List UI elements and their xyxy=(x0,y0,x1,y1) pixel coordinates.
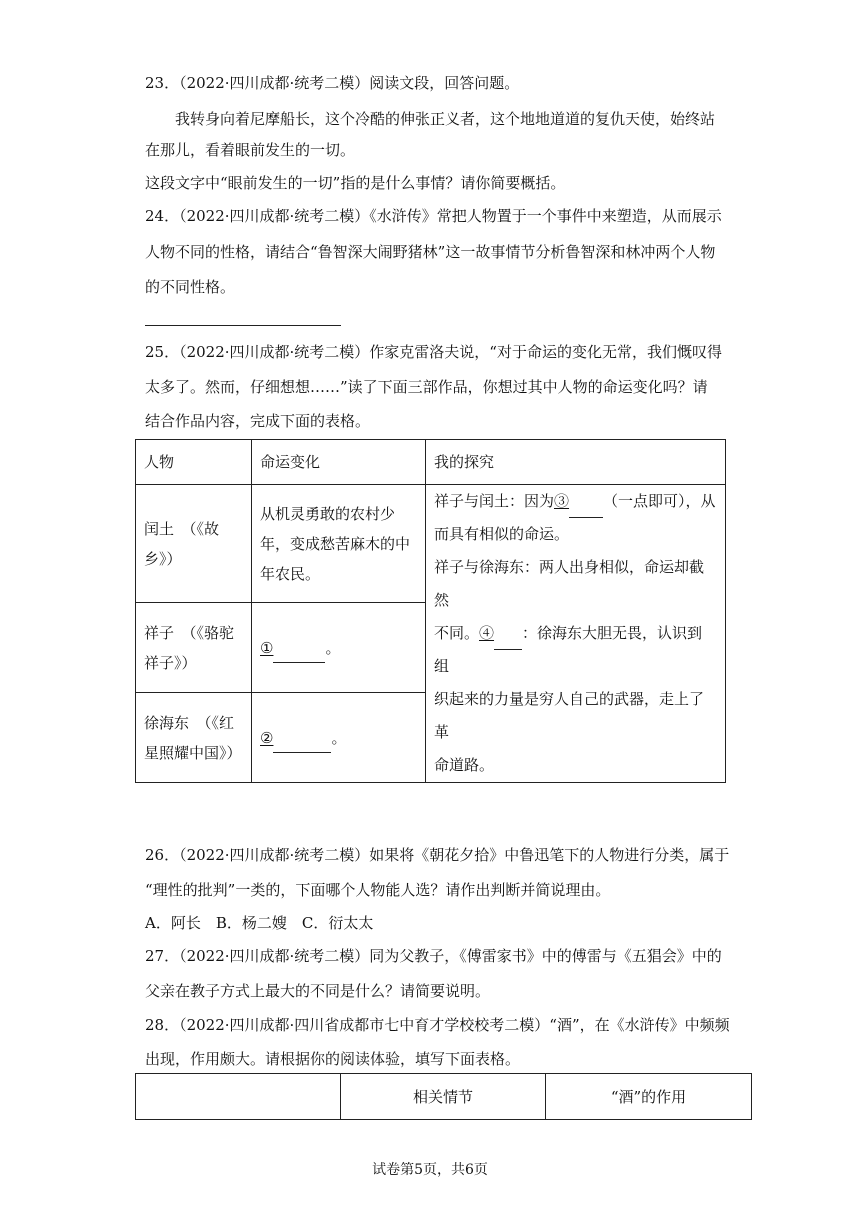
cell-explore: 祥子与闰土：因为③ （一点即可），从 而具有相似的命运。 祥子与徐海东：两人出身相似，命运却截然 不同。④ ：徐海东大胆无畏，认识到组 织起来的力量是穷人自己的武器，走上了革 命道路。 xyxy=(426,485,726,783)
blank-3-number: ③ xyxy=(554,492,570,510)
answer-blank-3[interactable] xyxy=(569,499,603,518)
q28-line1: 28．（2022·四川成都·四川省成都市七中育才学校校考二模）“酒”，在《水浒传》中频频 xyxy=(145,1016,730,1034)
q23-passage-line1: 我转身向着尼摩船长，这个冷酷的伸张正义者，这个地地道道的复仇天使，始终站 xyxy=(175,110,716,128)
q27-line1: 27．（2022·四川成都·统考二模）同为父教子，《傅雷家书》中的傅雷与《五猖会》中的 xyxy=(145,947,722,965)
answer-blank-1[interactable] xyxy=(273,644,325,663)
cell-xiangzi-fate: ① 。 xyxy=(252,603,426,693)
answer-blank-4[interactable] xyxy=(494,631,522,650)
fate-table xyxy=(135,439,726,783)
q23-stem: 23．（2022·四川成都·统考二模）阅读文段，回答问题。 xyxy=(145,74,520,92)
q25-line1: 25．（2022·四川成都·统考二模）作家克雷洛夫说，“对于命运的变化无常，我们慨叹得 xyxy=(145,343,722,361)
q25-line3: 结合作品内容，完成下面的表格。 xyxy=(145,412,371,430)
answer-rule xyxy=(145,325,341,326)
cell-xu-fate: ② 。 xyxy=(252,693,426,783)
header-empty xyxy=(136,1074,341,1120)
row-runtu xyxy=(136,485,726,603)
q24-line2: 人物不同的性格，请结合“鲁智深大闹野猪林”这一故事情节分析鲁智深和林冲两个人物 xyxy=(145,243,716,261)
header-wine-role: “酒”的作用 xyxy=(546,1074,752,1120)
blank-4-number: ④ xyxy=(479,624,495,642)
cell-runtu-name: 闰土 （《故 乡》） xyxy=(136,485,252,603)
q26-line2: “理性的批判”一类的，下面哪个人物能人选？请作出判断并简说理由。 xyxy=(145,881,611,899)
fate-table-header xyxy=(136,440,726,485)
header-plot: 相关情节 xyxy=(341,1074,546,1120)
page-footer: 试卷第5页，共6页 xyxy=(372,1162,488,1178)
header-person: 人物 xyxy=(136,440,252,485)
cell-xu-name: 徐海东 （《红 星照耀中国》） xyxy=(136,693,252,783)
cell-xiangzi-name: 祥子 （《骆驼 祥子》） xyxy=(136,603,252,693)
q23-passage-line2: 在那儿，看着眼前发生的一切。 xyxy=(145,141,356,159)
answer-blank-2[interactable] xyxy=(273,734,331,753)
q28-line2: 出现，作用颇大。请根据你的阅读体验，填写下面表格。 xyxy=(145,1050,521,1068)
q27-line2: 父亲在教子方式上最大的不同是什么？请简要说明。 xyxy=(145,982,491,1000)
header-fate: 命运变化 xyxy=(252,440,426,485)
cell-runtu-fate: 从机灵勇敢的农村少 年，变成愁苦麻木的中 年农民。 xyxy=(252,485,426,603)
wine-table xyxy=(135,1073,752,1120)
q24-line3: 的不同性格。 xyxy=(145,278,236,296)
q26-options: A．阿长 B．杨二嫂 C．衍太太 xyxy=(145,914,374,932)
q26-line1: 26．（2022·四川成都·统考二模）如果将《朝花夕拾》中鲁迅笔下的人物进行分类，属于 xyxy=(145,846,730,864)
q23-question: 这段文字中“眼前发生的一切”指的是什么事情？请你简要概括。 xyxy=(145,174,566,192)
wine-table-header xyxy=(136,1074,752,1120)
header-explore: 我的探究 xyxy=(426,440,726,485)
q25-line2: 太多了。然而，仔细想想……”读了下面三部作品，你想过其中人物的命运变化吗？请 xyxy=(145,378,708,396)
q24-line1: 24．（2022·四川成都·统考二模）《水浒传》常把人物置于一个事件中来塑造，从而展示 xyxy=(145,207,722,225)
